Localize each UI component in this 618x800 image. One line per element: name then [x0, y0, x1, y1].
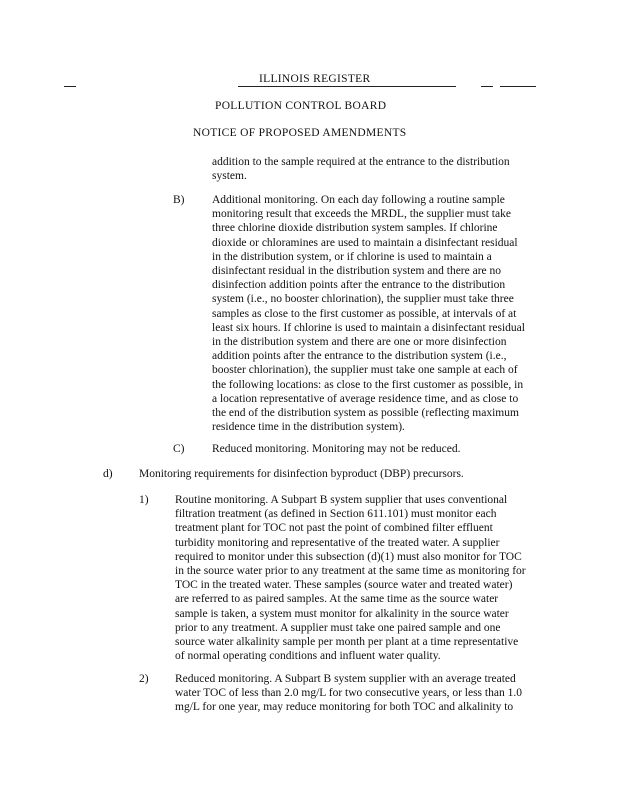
item-d1-paragraph — [175, 493, 526, 663]
text-line: dioxide or chloramines are used to maintain a disinfectant residual — [212, 236, 518, 249]
text-line: of normal operating conditions and influent water quality. — [175, 650, 441, 663]
text-line: sample is taken, a system must monitor for alkalinity in the source water — [175, 607, 509, 620]
text-line: are referred to as paired samples. At the same time as the source water — [175, 593, 499, 606]
header-rule-right — [500, 86, 536, 87]
continuation-paragraph — [212, 155, 510, 183]
text-line: booster chlorination), the supplier must take one sample at each of — [212, 364, 518, 377]
text-line: addition points after the entrance to the distribution system (i.e., — [212, 350, 507, 363]
item-c-label: C) — [173, 443, 185, 455]
item-b-label: B) — [173, 194, 185, 206]
text-line: Reduced monitoring. Monitoring may not be reduced. — [212, 443, 461, 455]
text-line: treatment plant for TOC not past the point of combined filter effluent — [175, 522, 493, 535]
text-line: filtration treatment (as defined in Section 611.101) must monitor each — [175, 508, 497, 521]
text-line: the end of the distribution system as possible (reflecting maximum — [212, 407, 519, 420]
text-line: the following locations: as close to the first customer as possible, in — [212, 378, 524, 391]
text-line: addition to the sample required at the entrance to the distribution — [212, 156, 510, 168]
item-d2-label: 2) — [139, 673, 149, 685]
text-line: source water alkalinity sample per month per plant at a time representative — [175, 636, 519, 649]
text-line: TOC in the treated water. These samples (source water and treated water) — [175, 579, 513, 592]
text-line: system. — [212, 170, 247, 183]
text-line: mg/L for one year, may reduce monitoring for both TOC and alkalinity to — [175, 701, 514, 714]
item-d1-label: 1) — [139, 494, 149, 506]
register-title: ILLINOIS REGISTER — [259, 73, 371, 85]
text-line: in the distribution system, or if chlorine is used to maintain a — [212, 250, 492, 263]
text-line: Monitoring requirements for disinfection byproduct (DBP) precursors. — [139, 468, 464, 480]
text-line: disinfectant residual in the distribution system and there are no — [212, 265, 502, 278]
text-line: Routine monitoring. A Subpart B system supplier that uses conventional — [175, 494, 508, 506]
board-title: POLLUTION CONTROL BOARD — [215, 100, 387, 112]
text-line: samples as close to the first customer as possible, at intervals of at — [212, 307, 517, 320]
item-d-label: d) — [103, 468, 113, 480]
text-line: least six hours. If chlorine is used to maintain a disinfectant residual — [212, 321, 525, 334]
text-line: Additional monitoring. On each day following a routine sample — [212, 194, 505, 206]
text-line: a location representative of average residence time, and as close to — [212, 392, 519, 405]
text-line: system (i.e., no booster chlorination), the supplier must take three — [212, 293, 514, 306]
item-c-paragraph — [212, 442, 460, 456]
notice-title: NOTICE OF PROPOSED AMENDMENTS — [193, 127, 407, 139]
text-line: in the distribution system and there are one or more disinfection — [212, 336, 507, 349]
text-line: monitoring result that exceeds the MRDL, the supplier must take — [212, 208, 511, 221]
text-line: turbidity monitoring and representative of the treated water. A supplier — [175, 536, 500, 549]
text-line: water TOC of less than 2.0 mg/L for two consecutive years, or less than 1.0 — [175, 687, 522, 700]
header-rule-right-short — [481, 86, 493, 87]
text-line: required to monitor under this subsection (d)(1) must also monitor for TOC — [175, 550, 522, 563]
text-line: three chlorine dioxide distribution system samples. If chlorine — [212, 222, 498, 235]
header-rule-left — [64, 86, 76, 87]
text-line: disinfection addition points after the entrance to the distribution — [212, 279, 506, 292]
item-d-heading — [139, 467, 464, 481]
text-line: residence time in the distribution system). — [212, 421, 405, 434]
text-line: Reduced monitoring. A Subpart B system supplier with an average treated — [175, 673, 516, 685]
item-d2-paragraph — [175, 672, 522, 715]
item-b-paragraph — [212, 193, 525, 434]
text-line: in the source water prior to any treatment at the same time as monitoring for — [175, 565, 526, 578]
header-rule-main — [238, 86, 456, 87]
text-line: prior to any treatment. A supplier must take one paired sample and one — [175, 621, 501, 634]
